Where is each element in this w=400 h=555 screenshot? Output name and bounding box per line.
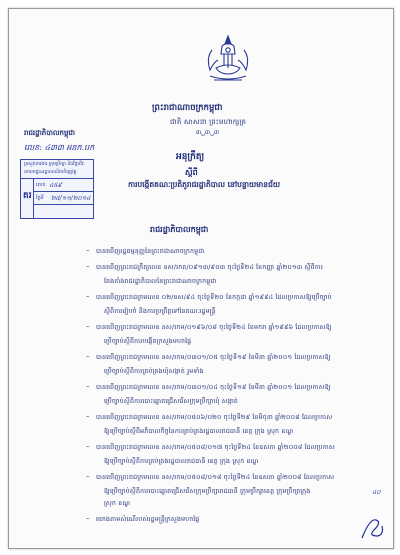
stamp-date-value: ២៥/១១/២០១៤ bbox=[51, 195, 91, 202]
list-item: បានឃើញព្រះរាជក្រមលេខ នស/រកម/០៣០១/០៥ ចុះថ្ងៃទី១៩ ខែមីនា ឆ្នាំ២០០១ ដែលប្រកាសឱ្យ bbox=[96, 354, 331, 361]
list-item: បានឃើញរដ្ឋធម្មនុញ្ញនៃព្រះរាជាណាចក្រកម្ពុជា bbox=[96, 248, 205, 255]
subject-word: ស្តីពី bbox=[185, 168, 198, 177]
document-type-title: អនុក្រឹត្យ bbox=[176, 152, 205, 162]
stamp-title: ក្រសួងការងារ ក្រុមប្រឹក្សា និងវិជ្ជាជីវៈ bbox=[24, 162, 85, 167]
list-item: បានឃើញព្រះរាជក្រមលេខ នស/រកម/០៥០៨/០១៨ ចុះថ្ងៃទី២៤ ខែឧសភា ឆ្នាំ២០០៨ ដែលប្រកាស bbox=[96, 474, 335, 481]
list-item: បានឃើញព្រះរាជក្រមលេខ នស/រកម/០៥០៦/០២០ ចុះថ្ងៃទី២៩ ខែមិថុនា ឆ្នាំ២០០៨ ដែលប្រកាស bbox=[96, 414, 333, 421]
list-item: យោងតាមសំណើរបស់រដ្ឋមន្ត្រីក្រសួងមហាផ្ទៃ bbox=[96, 516, 200, 523]
royal-emblem-icon bbox=[200, 32, 256, 88]
bullet-dash: – bbox=[86, 442, 90, 450]
initial-signature-icon bbox=[358, 512, 386, 542]
bullet-dash: – bbox=[86, 352, 90, 360]
reference-number: លេខ: ៤៣៣ អនក.បក bbox=[24, 143, 95, 152]
stamp-number-label: លេខ bbox=[36, 182, 46, 188]
bullet-dash: – bbox=[86, 322, 90, 330]
list-item: បានឃើញព្រះរាជក្រមលេខ នស/រកម/០១៩៦/០៨ ចុះថ្ងៃទី២៤ ខែមករា ឆ្នាំ១៩៩៦ ដែលប្រកាសឱ្យ bbox=[96, 324, 332, 331]
list-item: តែងតាំងរាជរដ្ឋាភិបាលនៃព្រះរាជាណាចក្រកម្ពុជា bbox=[104, 278, 217, 285]
stamp-date-label: ថ្ងៃទី bbox=[36, 195, 44, 201]
bullet-dash: – bbox=[86, 292, 90, 300]
kingdom-heading: ព្រះរាជាណាចក្រកម្ពុជា bbox=[152, 103, 223, 113]
bullet-dash: – bbox=[86, 382, 90, 390]
list-item: បានឃើញព្រះរាជក្រឹត្យលេខ នស/រកត/០៩១៣/៩០៣ ចុះថ្ងៃទី២៤ ខែកញ្ញា ឆ្នាំ២០១៣ ស្តីពីការ bbox=[96, 264, 324, 271]
issuer-heading: រាជរដ្ឋាភិបាលកម្ពុជា bbox=[150, 225, 209, 234]
list-item: ឱ្យប្រើច្បាប់ស្តីពីការគ្រប់គ្រងរដ្ឋបាលរាជធានី ខេត្ត ក្រុង ស្រុក ខណ្ឌ bbox=[104, 458, 259, 465]
stamp-side-mark: គរ bbox=[23, 191, 32, 201]
stamp-subtitle: នាយកដ្ឋានរដ្ឋបាលនិងហិរញ្ញវត្ថុ bbox=[24, 170, 77, 175]
national-motto: ជាតិ សាសនា ព្រះមហាក្សត្រ bbox=[170, 118, 247, 126]
list-item: ប្រើច្បាប់ស្តីពីការគ្រប់គ្រងឃុំសង្កាត់ រួមទាំង bbox=[104, 368, 204, 375]
bullet-dash: – bbox=[86, 412, 90, 420]
issuer-name-top: រាជរដ្ឋាភិបាលកម្ពុជា bbox=[24, 129, 76, 137]
list-item: បានឃើញព្រះរាជក្រមលេខ នស/រកម/០៥០៨/០១៧ ចុះថ្ងៃទី២៤ ខែឧសភា ឆ្នាំ២០០៨ ដែលប្រកាស bbox=[96, 444, 335, 451]
stamp-number-value: ៤៥៩ bbox=[49, 182, 62, 189]
bullet-dash: – bbox=[86, 514, 90, 522]
list-item: ស្តីពីការរៀបចំ និងការប្រព្រឹត្តទៅនៃគណៈរដ្ឋមន្ត្រី bbox=[104, 308, 216, 315]
list-item: ឱ្យប្រើច្បាប់ស្តីពីការបោះឆ្នោតជ្រើសរើសក្រុមប្រឹក្សារាជធានី ក្រុមប្រឹក្សាខេត្ត ក្រុមប្រឹក្សាក្រុង bbox=[104, 488, 311, 495]
document-subject: ការបង្កើតគណៈប្រតិភូរាជរដ្ឋាភិបាល នៅបន្ទាយមានជ័យ bbox=[128, 180, 280, 189]
header-divider: ៣␣៣␣៣ bbox=[196, 129, 219, 136]
list-item: ឱ្យប្រើច្បាប់ស្តីពីអភិបាលកិច្ចនៃការគ្រប់គ្រងរដ្ឋបាលរាជធានី ខេត្ត ក្រុង ស្រុក ខណ្ឌ bbox=[104, 428, 294, 435]
list-item: បានឃើញព្រះរាជក្រមលេខ នស/រកម/០៣០១/០៤ ចុះថ្ងៃទី១៩ ខែមីនា ឆ្នាំ២០០១ ដែលប្រកាសឱ្យ bbox=[96, 384, 331, 391]
bullet-dash: – bbox=[86, 246, 90, 254]
list-item: ស្រុក ខណ្ឌ bbox=[104, 500, 131, 507]
list-item: ប្រើច្បាប់ស្តីពីការបោះឆ្នោតជ្រើសរើសក្រុមប្រឹក្សាឃុំ សង្កាត់ bbox=[104, 398, 239, 405]
margin-mark: ៤០ bbox=[372, 489, 381, 496]
list-item: ប្រើច្បាប់ស្តីពីការបង្កើតក្រសួងមហាផ្ទៃ bbox=[104, 338, 192, 345]
bullet-dash: – bbox=[86, 472, 90, 480]
bullet-dash: – bbox=[86, 262, 90, 270]
list-item: បានឃើញព្រះរាជក្រមលេខ ០២/នស/៩៤ ចុះថ្ងៃទី២០ ខែកក្កដា ឆ្នាំ១៩៩៤ ដែលប្រកាសឱ្យប្រើច្បាប់ bbox=[96, 294, 332, 301]
receipt-stamp bbox=[20, 159, 94, 219]
